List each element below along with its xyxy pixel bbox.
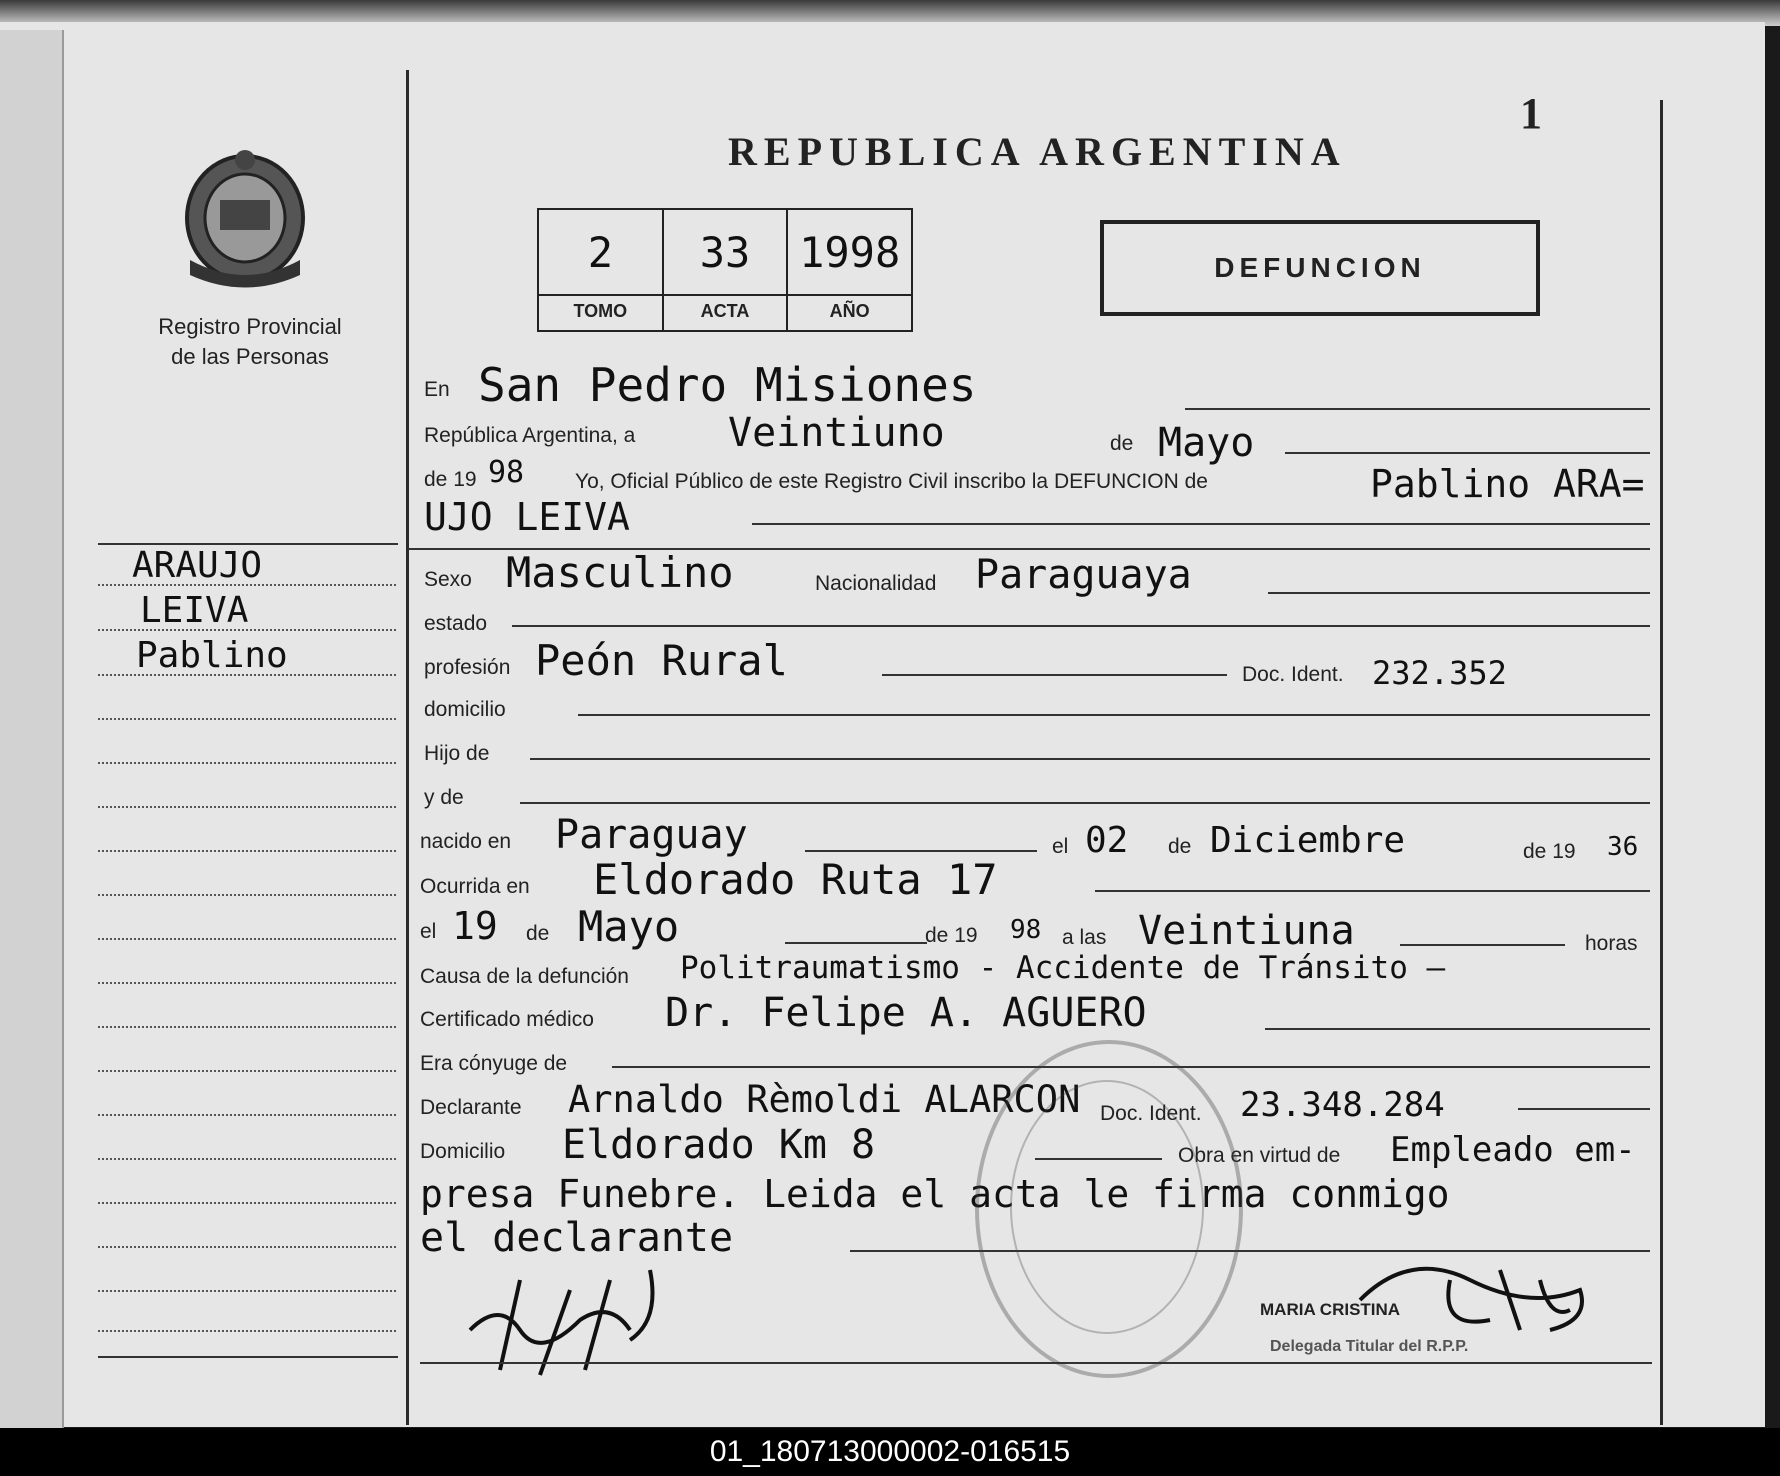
margin-given-name: Pablino <box>136 635 288 676</box>
oc-mes: Mayo <box>578 902 680 951</box>
yo-text: Yo, Oficial Público de este Registro Civil inscribo la DEFUNCION de <box>575 470 1208 493</box>
binding-strip <box>0 30 64 1430</box>
nombre-line-2: UJO LEIVA <box>424 495 630 539</box>
margin-bottom-rule <box>98 1356 398 1358</box>
nac-mes: Diciembre <box>1210 820 1406 861</box>
declarante-label: Declarante <box>420 1096 522 1119</box>
margin-line <box>98 806 396 808</box>
signature-rule <box>420 1362 1652 1364</box>
sexo-value: Masculino <box>506 548 734 597</box>
de19-label: de 19 <box>424 468 477 491</box>
right-border <box>1660 100 1663 1425</box>
margin-line <box>98 1202 396 1204</box>
certificado-value: Dr. Felipe A. AGUERO <box>665 990 1147 1036</box>
margin-line <box>98 894 396 896</box>
line <box>578 714 1650 716</box>
doc-value: 232.352 <box>1372 654 1507 692</box>
line <box>785 942 927 944</box>
nac-anio: 36 <box>1607 832 1639 862</box>
nac-de-label: de <box>1168 835 1192 858</box>
nombre-line-1: Pablino ARA= <box>1370 462 1645 506</box>
sexo-label: Sexo <box>424 568 472 591</box>
oc-de19-label: de 19 <box>925 924 978 947</box>
ano-label: AÑO <box>788 294 911 326</box>
tomo-label: TOMO <box>539 294 662 326</box>
nacionalidad-value: Paraguaya <box>975 552 1192 598</box>
registry-line-1: Registro Provincial <box>158 314 342 339</box>
dom-label: Domicilio <box>420 1140 506 1163</box>
ocurrida-value: Eldorado Ruta 17 <box>593 855 998 904</box>
line <box>1518 1108 1650 1110</box>
margin-line <box>98 1290 396 1292</box>
nac-dia: 02 <box>1085 820 1129 861</box>
officer-signature-icon <box>1350 1240 1600 1350</box>
doc-label: Doc. Ident. <box>1242 663 1344 686</box>
margin-line <box>98 850 396 852</box>
el2-label: el <box>420 920 437 943</box>
alas-value: Veintiuna <box>1138 908 1355 954</box>
margin-line <box>98 674 396 676</box>
horas-label: horas <box>1585 932 1638 955</box>
margin-line <box>98 982 396 984</box>
margin-line <box>98 762 396 764</box>
official-stamp-inner <box>1010 1080 1204 1334</box>
tomo-cell <box>539 210 664 330</box>
image-id-footer: 01_180713000002-016515 <box>0 1428 1780 1476</box>
margin-line <box>98 1330 396 1332</box>
line <box>1095 890 1650 892</box>
obra-line-3: el declarante <box>420 1215 734 1261</box>
line <box>1185 408 1650 410</box>
margin-line <box>98 718 396 720</box>
republica-label: República Argentina, a <box>424 424 636 447</box>
registry-line-2: de las Personas <box>171 344 329 369</box>
conyuge-label: Era cónyuge de <box>420 1052 568 1075</box>
acta-label: ACTA <box>664 294 787 326</box>
oc-de-label: de <box>526 922 550 945</box>
margin-line <box>98 1158 396 1160</box>
nac-de19-label: de 19 <box>1523 840 1576 863</box>
mes-value: Mayo <box>1158 420 1255 466</box>
margin-line <box>98 938 396 940</box>
line <box>520 802 1650 804</box>
officer-name: MARIA CRISTINA <box>1260 1300 1401 1319</box>
line <box>530 758 1650 760</box>
registry-name <box>120 312 380 372</box>
alas-label: a las <box>1062 926 1107 949</box>
profesion-label: profesión <box>424 656 511 679</box>
margin-line <box>98 629 396 631</box>
ano-value: 1998 <box>799 228 901 277</box>
oc-anio: 98 <box>1010 915 1042 945</box>
de-label: de <box>1110 432 1134 455</box>
obra-label: Obra en virtud de <box>1178 1144 1341 1167</box>
tomo-value: 2 <box>587 228 613 277</box>
register-box <box>537 208 913 332</box>
margin-surname-2: LEIVA <box>140 590 249 631</box>
acta-value: 33 <box>699 228 751 277</box>
margin-divider <box>406 70 409 1425</box>
yde-label: y de <box>424 786 464 809</box>
ocurrida-label: Ocurrida en <box>420 875 530 898</box>
record-type-box: DEFUNCION <box>1100 220 1540 316</box>
nacido-label: nacido en <box>420 830 512 853</box>
nacionalidad-label: Nacionalidad <box>815 572 937 595</box>
margin-line <box>98 1114 396 1116</box>
estado-label: estado <box>424 612 488 635</box>
en-label: En <box>424 378 450 401</box>
margin-line <box>98 1246 396 1248</box>
line <box>1285 452 1650 454</box>
margin-surname-1: ARAUJO <box>132 545 263 586</box>
line <box>752 523 1650 525</box>
profesion-value: Peón Rural <box>535 636 788 685</box>
acta-cell <box>664 210 789 330</box>
causa-value: Politraumatismo - Accidente de Tránsito — <box>680 950 1446 986</box>
margin-line <box>98 1026 396 1028</box>
dom-value: Eldorado Km 8 <box>562 1122 876 1168</box>
document-title: REPUBLICA ARGENTINA <box>728 129 1347 174</box>
line <box>1268 592 1650 594</box>
nacido-value: Paraguay <box>555 812 748 858</box>
domicilio-label: domicilio <box>424 698 506 721</box>
provincial-seal-icon <box>180 140 310 290</box>
obra-value: Empleado em- <box>1390 1130 1636 1170</box>
line <box>1265 1028 1650 1030</box>
oc-dia: 19 <box>452 904 498 948</box>
ano-cell <box>788 210 911 330</box>
line <box>882 674 1227 676</box>
en-value: San Pedro Misiones <box>478 358 977 412</box>
page-number: 1 <box>1520 89 1542 138</box>
certificado-label: Certificado médico <box>420 1008 594 1031</box>
el-label: el <box>1052 835 1069 858</box>
margin-line <box>98 584 396 586</box>
dia-value: Veintiuno <box>728 410 945 456</box>
causa-label: Causa de la defunción <box>420 965 629 988</box>
hijo-label: Hijo de <box>424 742 490 765</box>
decl-doc-label: Doc. Ident. <box>1100 1102 1202 1125</box>
obra-line-2: presa Funebre. Leida el acta le firma conmigo <box>420 1172 1450 1216</box>
decl-doc-value: 23.348.284 <box>1240 1085 1445 1125</box>
line <box>805 850 1037 852</box>
line <box>1400 944 1565 946</box>
anio-value: 98 <box>488 455 525 490</box>
officer-title: Delegada Titular del R.P.P. <box>1270 1338 1469 1355</box>
line <box>512 625 1650 627</box>
declarante-value: Arnaldo Rèmoldi ALARCON <box>568 1078 1081 1121</box>
margin-line <box>98 1070 396 1072</box>
